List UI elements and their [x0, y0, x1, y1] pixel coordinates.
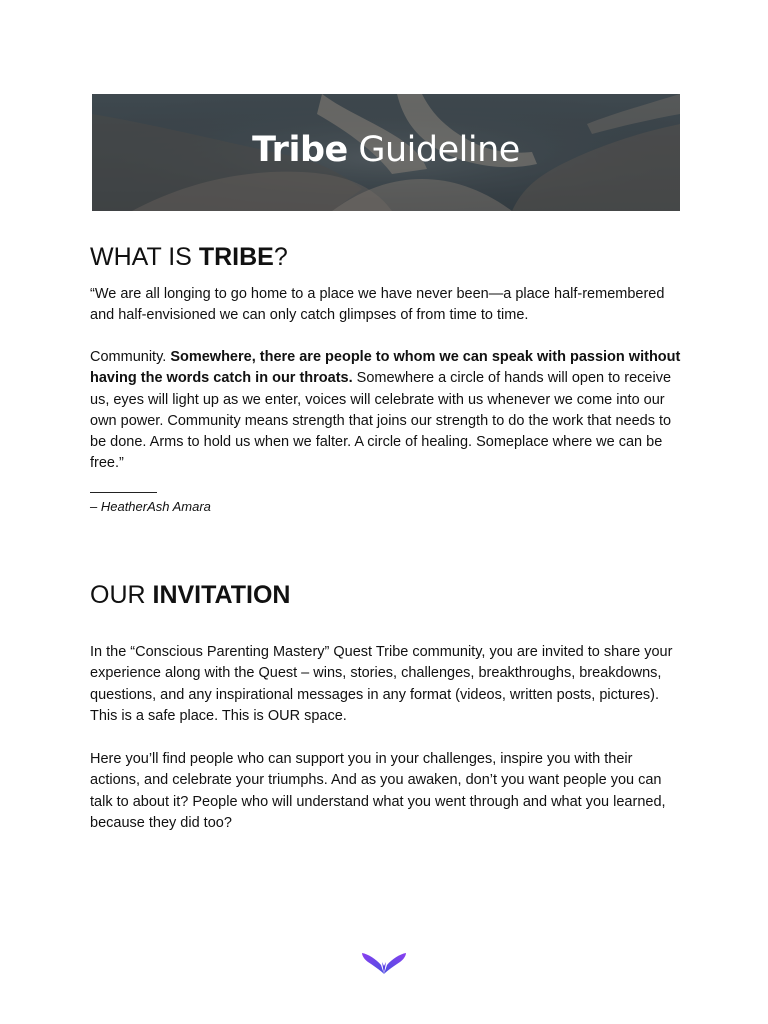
banner-title-bold: Tribe [252, 130, 348, 170]
banner-title [92, 130, 680, 170]
invitation-paragraph-2: Here you’ll find people who can support you in your challenges, inspire you with their actions, and celebrate your triumphs. And as you awaken, don’t you want people you can talk to about it? People who will understand what you went through and what you learned, because they did too? [90, 751, 666, 831]
heading-bold: INVITATION [152, 581, 291, 609]
header-banner [92, 94, 680, 211]
quote-lead: Community. [90, 349, 171, 365]
our-invitation-heading [90, 580, 290, 610]
invitation-paragraph-1: In the “Conscious Parenting Mastery” Quest Tribe community, you are invited to share your experience along with the Quest – wins, stories, challenges, breakthroughs, breakdowns, questions, and any inspirational messages in any format (videos, written posts, pictures). This is a safe place. This is OUR space. [90, 644, 673, 724]
heading-bold: TRIBE [198, 243, 274, 271]
heading-suffix: ? [273, 243, 288, 271]
heading-prefix: OUR [90, 581, 153, 609]
attribution-divider [90, 492, 157, 493]
what-is-tribe-heading [90, 242, 288, 272]
butterfly-logo-icon [360, 950, 408, 976]
heading-prefix: WHAT IS [90, 243, 199, 271]
quote-rest: Somewhere a circle of hands will open to receive us, eyes will light up as we enter, voices will celebrate with us whenever we come into our own power. Community means strength that joins our strength to do the work that needs to be done. Arms to hold us when we falter. A circle of healing. Someplace where we can be free.” [90, 370, 672, 472]
banner-title-light: Guideline [347, 130, 520, 170]
quote-bold-sentence: Somewhere, there are people to whom we can speak with passion without having the words catch in our throats. [90, 349, 681, 387]
quote-paragraph-1: “We are all longing to go home to a place we have never been—a place half-remembered and half-envisioned we can only catch glimpses of from time to time. [90, 286, 665, 324]
quote-paragraph-2 [90, 347, 686, 475]
quote-attribution: – HeatherAsh Amara [90, 499, 211, 514]
